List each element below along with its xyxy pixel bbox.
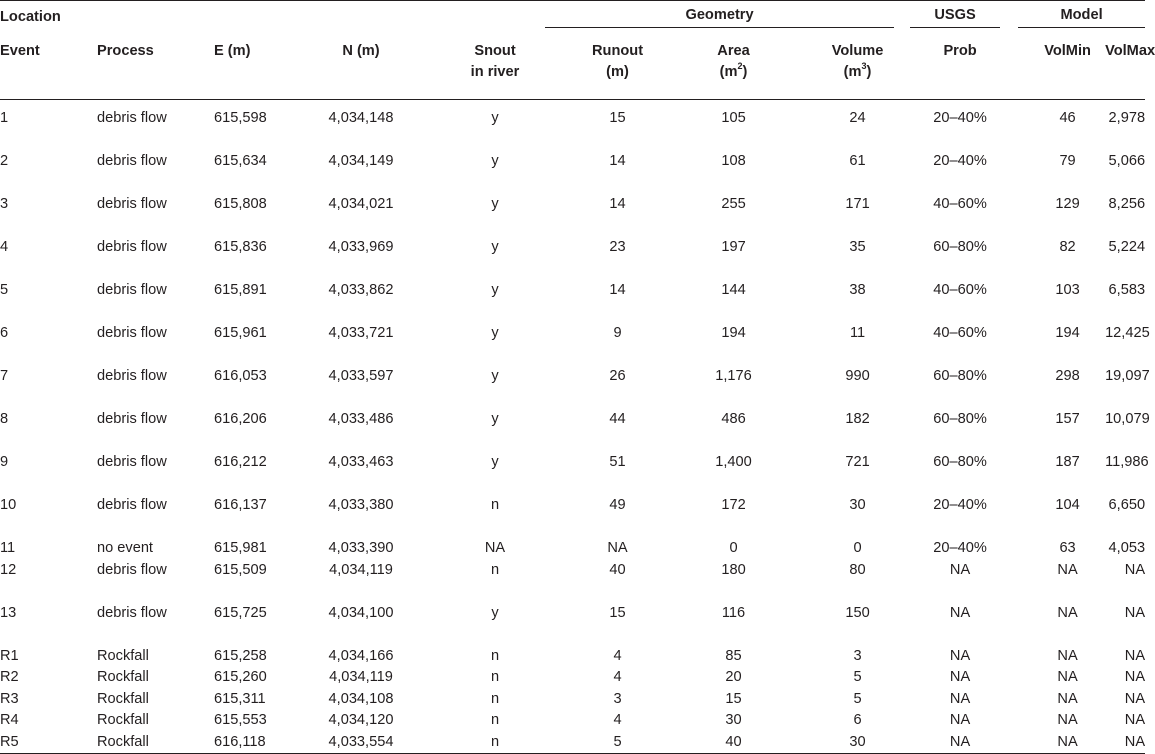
cell-area: 15: [725, 690, 742, 707]
cell-volmax: NA: [1124, 690, 1146, 707]
cell-volmax: 5,066: [1108, 153, 1146, 169]
cell-volume: 171: [845, 196, 870, 212]
cell-n: 4,033,721: [328, 325, 394, 341]
col-area: [670, 33, 785, 100]
cell-runout: 9: [613, 325, 622, 341]
cell-snout: n: [490, 690, 500, 707]
cell-area: 20: [725, 669, 742, 685]
table-row: [0, 603, 1145, 646]
col-runout-line1: Runout: [592, 43, 644, 59]
cell-event: 10: [0, 497, 17, 513]
cell-event: 9: [0, 454, 9, 470]
cell-e: 615,634: [214, 153, 267, 169]
cell-snout: n: [490, 712, 500, 728]
cell-area: 30: [725, 712, 742, 728]
cell-process: [97, 452, 202, 495]
cell-e: 615,553: [214, 712, 267, 728]
cell-prob: NA: [949, 669, 971, 685]
cell-process: [97, 366, 202, 409]
cell-n: 4,034,166: [328, 647, 394, 664]
col-volume: [785, 33, 900, 100]
cell-e: 615,509: [214, 561, 267, 578]
cell-process-text: debris flow: [97, 497, 167, 513]
cell-process: [97, 667, 202, 689]
cell-event: 1: [0, 110, 9, 126]
group-geometry-label: Geometry: [685, 6, 754, 23]
cell-volume: 5: [853, 669, 862, 685]
table-row: [0, 667, 1145, 689]
cell-runout: 23: [609, 239, 626, 255]
cell-volmax: 12,425: [1105, 325, 1150, 341]
cell-process-text: Rockfall: [97, 733, 149, 750]
cell-runout: NA: [607, 540, 628, 556]
table-header: [0, 1, 1155, 100]
cell-e: 615,808: [214, 196, 267, 212]
table-row: [0, 689, 1145, 711]
cell-area: 0: [729, 540, 738, 556]
cell-process-text: Rockfall: [97, 647, 149, 664]
cell-n: 4,034,119: [329, 561, 393, 578]
cell-volume: 182: [845, 411, 870, 427]
cell-volmin: NA: [1057, 690, 1078, 707]
cell-volmin: NA: [1057, 647, 1078, 664]
cell-area: 40: [670, 732, 785, 754]
cell-event: 7: [0, 368, 9, 384]
col-volume-line1: Volume: [831, 43, 884, 59]
cell-volmin: 46: [1059, 110, 1076, 126]
cell-snout: n: [425, 732, 545, 754]
cell-n: 4,033,969: [328, 239, 394, 255]
cell-runout: 5: [545, 732, 670, 754]
group-model-label: Model: [1060, 6, 1103, 23]
cell-event: R1: [0, 647, 19, 664]
cell-volume: 6: [853, 712, 862, 728]
cell-snout: n: [490, 497, 500, 513]
cell-process-text: Rockfall: [97, 690, 149, 707]
cell-process-text: Rockfall: [97, 712, 149, 728]
cell-process: [97, 237, 202, 280]
cell-volmin: 129: [1055, 196, 1080, 212]
cell-runout: 14: [609, 153, 626, 169]
col-e: E (m): [202, 33, 297, 100]
cell-snout: y: [491, 325, 499, 341]
group-model: [1010, 1, 1145, 34]
cell-area: 180: [721, 561, 746, 578]
cell-snout: y: [491, 454, 499, 470]
cell-event: 12: [0, 561, 17, 578]
cell-n: 4,034,119: [329, 669, 393, 685]
cell-e: 615,725: [214, 604, 267, 621]
col-volume-close: ): [866, 64, 872, 80]
cell-process: [97, 710, 202, 732]
cell-area: 255: [721, 196, 746, 212]
cell-event: R4: [0, 712, 19, 728]
cell-volmin: 82: [1059, 239, 1076, 255]
cell-runout: 15: [609, 110, 626, 126]
cell-area: 197: [721, 239, 746, 255]
cell-event: R2: [0, 669, 19, 685]
cell-volmin: NA: [1057, 669, 1078, 685]
cell-volume: 5: [853, 690, 862, 707]
cell-volmax: 5,224: [1108, 239, 1146, 255]
cell-prob: 40–60%: [933, 196, 987, 212]
cell-volmin: 103: [1055, 282, 1080, 298]
cell-prob: NA: [949, 690, 971, 707]
cell-area: 194: [721, 325, 746, 341]
cell-snout: y: [491, 153, 499, 169]
cell-volmax: 6,650: [1108, 497, 1146, 513]
col-runout: [545, 33, 670, 100]
cell-volmax: NA: [1124, 712, 1146, 728]
table-row: [0, 366, 1145, 409]
table-row: [0, 538, 1145, 560]
cell-event: 4: [0, 239, 9, 255]
cell-e: 616,212: [214, 454, 267, 470]
group-geometry: [545, 1, 900, 34]
cell-n: 4,034,120: [328, 712, 394, 728]
col-snout: [425, 33, 545, 100]
cell-event: 6: [0, 325, 9, 341]
cell-e: 615,260: [214, 669, 267, 685]
cell-volume: 30: [785, 732, 900, 754]
cell-volmin: 79: [1059, 153, 1076, 169]
table-row: [0, 280, 1145, 323]
cell-volume: 61: [849, 153, 866, 169]
cell-volmax: 10,079: [1105, 411, 1150, 427]
cell-runout: 26: [609, 368, 626, 384]
col-volume-sup: 3: [861, 61, 867, 72]
cell-process-text: debris flow: [97, 561, 167, 578]
cell-prob: 40–60%: [933, 325, 987, 341]
cell-e: 615,891: [214, 282, 267, 298]
table-row: [0, 237, 1145, 280]
cell-area: 144: [721, 282, 746, 298]
cell-e: 616,118: [202, 732, 297, 754]
table-row: [0, 710, 1145, 732]
group-usgs-label: USGS: [934, 6, 976, 23]
cell-volume: 30: [849, 497, 866, 513]
cell-process: [97, 646, 202, 668]
cell-event: 11: [0, 540, 16, 556]
cell-event: 3: [0, 196, 9, 212]
cell-prob: NA: [949, 712, 971, 728]
col-volmax: VolMax: [1105, 33, 1145, 100]
cell-runout: 4: [613, 647, 622, 664]
cell-n: 4,033,554: [297, 732, 425, 754]
cell-e: 615,981: [214, 540, 267, 556]
cell-process-text: debris flow: [97, 411, 167, 427]
table-row: [0, 409, 1145, 452]
cell-process-text: debris flow: [97, 110, 167, 126]
cell-n: 4,033,463: [328, 454, 394, 470]
cell-n: 4,034,021: [328, 196, 394, 212]
cell-n: 4,034,108: [328, 690, 394, 707]
cell-runout: 4: [613, 669, 622, 685]
cell-area: 116: [721, 604, 746, 621]
cell-process: [97, 689, 202, 711]
cell-e: 615,836: [214, 239, 267, 255]
cell-prob: 20–40%: [933, 497, 987, 513]
col-snout-line2: in river: [470, 64, 520, 80]
col-runout-line2: (m): [606, 64, 629, 80]
cell-runout: 15: [609, 604, 626, 621]
cell-volmin: 194: [1055, 325, 1080, 341]
cell-volume: 721: [845, 454, 870, 470]
cell-area: 105: [721, 110, 746, 126]
table-row: [0, 323, 1145, 366]
group-header-row: [0, 1, 1145, 34]
cell-runout: 44: [609, 411, 626, 427]
cell-n: 4,033,380: [328, 497, 394, 513]
cell-process-text: debris flow: [97, 368, 167, 384]
cell-volmax: NA: [1105, 732, 1145, 754]
table-row: [0, 452, 1145, 495]
col-prob: Prob: [900, 33, 1010, 100]
cell-prob: 40–60%: [933, 282, 987, 298]
cell-e: 615,311: [214, 690, 266, 707]
cell-process: [97, 151, 202, 194]
cell-volmin: NA: [1057, 604, 1078, 621]
cell-volmin: 63: [1059, 540, 1076, 556]
cell-runout: 14: [609, 196, 626, 212]
cell-prob: NA: [949, 604, 971, 621]
cell-prob: NA: [900, 732, 1010, 754]
table-row: [0, 194, 1145, 237]
cell-prob: NA: [949, 561, 971, 578]
cell-e: 616,137: [214, 497, 267, 513]
cell-n: 4,033,486: [328, 411, 394, 427]
cell-prob: 20–40%: [933, 540, 987, 556]
cell-n: 4,033,862: [328, 282, 394, 298]
cell-process: [97, 603, 202, 646]
cell-snout: n: [490, 561, 500, 578]
cell-n: 4,034,148: [328, 110, 394, 126]
cell-process: [97, 100, 202, 152]
cell-process-text: debris flow: [97, 325, 167, 341]
cell-event: R5: [0, 732, 97, 754]
cell-area: 85: [725, 647, 742, 664]
cell-area: 1,400: [715, 454, 752, 470]
cell-event: 8: [0, 411, 9, 427]
cell-e: 615,258: [214, 647, 267, 664]
cell-volume: 35: [849, 239, 866, 255]
cell-runout: 51: [609, 454, 626, 470]
cell-runout: 49: [609, 497, 626, 513]
group-location: Location: [0, 1, 545, 34]
cell-area: 108: [721, 153, 746, 169]
cell-area: 486: [721, 411, 746, 427]
cell-volmax: 11,986: [1105, 454, 1149, 470]
cell-runout: 4: [613, 712, 622, 728]
cell-snout: y: [491, 604, 499, 621]
cell-snout: y: [491, 368, 499, 384]
cell-volume: 38: [849, 282, 866, 298]
cell-prob: 60–80%: [933, 411, 987, 427]
col-process: Process: [97, 33, 202, 100]
cell-e: 615,961: [214, 325, 267, 341]
cell-runout: 40: [609, 561, 626, 578]
cell-volmin: 104: [1055, 497, 1080, 513]
cell-volmin: NA: [1057, 561, 1078, 578]
table-body: [0, 100, 1150, 754]
cell-snout: n: [490, 669, 500, 685]
cell-prob: 20–40%: [933, 153, 987, 169]
cell-snout: y: [491, 282, 499, 298]
cell-volmax: 6,583: [1108, 282, 1146, 298]
cell-volmax: 2,978: [1108, 110, 1146, 126]
cell-event: 5: [0, 282, 9, 298]
cell-prob: 60–80%: [933, 368, 987, 384]
cell-runout: 14: [609, 282, 626, 298]
cell-event: R3: [0, 690, 19, 707]
cell-volmin: 157: [1055, 411, 1080, 427]
cell-process: [97, 538, 202, 560]
cell-volmax: NA: [1124, 604, 1146, 621]
cell-process: [97, 323, 202, 366]
table-row: [0, 732, 1145, 754]
cell-volmax: 8,256: [1108, 196, 1146, 212]
col-volume-unit: (m: [843, 64, 862, 80]
cell-prob: NA: [949, 647, 971, 664]
cell-n: 4,033,597: [328, 368, 394, 384]
col-n: N (m): [297, 33, 425, 100]
cell-volume: 11: [849, 325, 866, 341]
cell-e: 616,053: [214, 368, 267, 384]
cell-snout: y: [491, 110, 499, 126]
col-area-sup: 2: [737, 61, 743, 72]
cell-e: 616,206: [214, 411, 267, 427]
cell-volmin: NA: [1057, 712, 1078, 728]
col-snout-line1: Snout: [474, 43, 516, 59]
table-row: [0, 100, 1145, 152]
cell-area: 172: [721, 497, 746, 513]
cell-process-text: debris flow: [97, 196, 167, 212]
cell-process-text: debris flow: [97, 282, 167, 298]
cell-volmax: NA: [1124, 669, 1146, 685]
cell-n: 4,034,100: [328, 604, 394, 621]
cell-process-text: Rockfall: [97, 669, 149, 685]
cell-snout: n: [490, 647, 500, 664]
cell-volume: 150: [845, 604, 870, 621]
cell-event: 13: [0, 604, 17, 621]
table-row: [0, 151, 1145, 194]
cell-snout: y: [491, 411, 499, 427]
table-row: [0, 495, 1145, 538]
cell-volmin: NA: [1010, 732, 1105, 754]
cell-snout: y: [491, 239, 499, 255]
table-row: [0, 646, 1145, 668]
cell-process-text: debris flow: [97, 604, 167, 621]
col-area-line1: Area: [717, 43, 750, 59]
cell-volmin: 187: [1055, 454, 1080, 470]
cell-process: [97, 560, 202, 603]
cell-volmax: 19,097: [1105, 368, 1150, 384]
cell-process-text: no event: [97, 540, 153, 556]
cell-prob: 20–40%: [933, 110, 987, 126]
col-area-close: ): [742, 64, 748, 80]
cell-process: [97, 280, 202, 323]
group-usgs: [900, 1, 1010, 34]
cell-prob: 60–80%: [933, 454, 987, 470]
cell-runout: 3: [613, 690, 622, 707]
cell-process: [97, 194, 202, 237]
cell-n: 4,034,149: [328, 153, 394, 169]
cell-process: [97, 732, 202, 754]
cell-volume: 80: [849, 561, 866, 578]
cell-event: 2: [0, 153, 9, 169]
table-row: [0, 560, 1145, 603]
cell-e: 615,598: [214, 110, 267, 126]
cell-area: 1,176: [715, 368, 752, 384]
cell-process: [97, 409, 202, 452]
cell-volmax: 4,053: [1108, 540, 1146, 556]
cell-volume: 0: [853, 540, 862, 556]
cell-volmax: NA: [1124, 647, 1146, 664]
col-event: Event: [0, 33, 97, 100]
col-volume-line2: [815, 62, 900, 83]
cell-n: 4,033,390: [328, 540, 394, 556]
cell-volume: 990: [845, 368, 870, 384]
cell-process: [97, 495, 202, 538]
cell-process-text: debris flow: [97, 153, 167, 169]
cell-volmin: 298: [1055, 368, 1080, 384]
cell-volume: 24: [849, 110, 866, 126]
cell-volume: 3: [853, 647, 862, 664]
col-volmin: VolMin: [1010, 33, 1105, 100]
cell-snout: NA: [484, 540, 506, 556]
col-area-unit: (m: [719, 64, 738, 80]
col-area-line2: [682, 62, 785, 83]
cell-process-text: debris flow: [97, 454, 167, 470]
column-header-row: [0, 33, 1145, 100]
cell-volmax: NA: [1124, 561, 1146, 578]
cell-process-text: debris flow: [97, 239, 167, 255]
cell-snout: y: [491, 196, 499, 212]
cell-prob: 60–80%: [933, 239, 987, 255]
